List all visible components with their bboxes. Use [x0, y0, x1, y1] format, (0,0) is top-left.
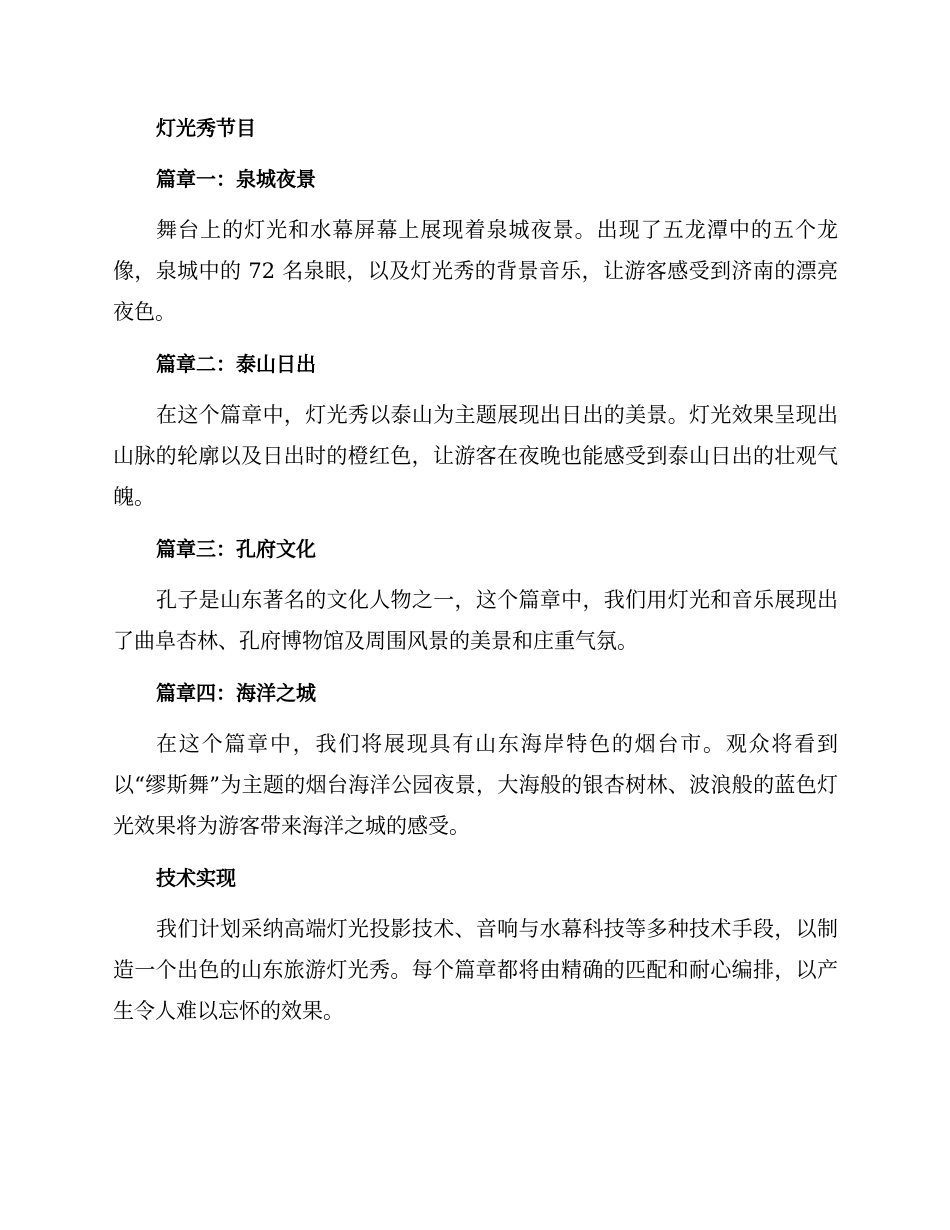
section-body-1: 舞台上的灯光和水幕屏幕上展现着泉城夜景。出现了五龙潭中的五个龙像，泉城中的 72 名泉眼，以及灯光秀的背景音乐，让游客感受到济南的漂亮夜色。 — [113, 218, 838, 324]
section-heading-4: 篇章四：海洋之城 — [156, 681, 316, 705]
section-body-3: 孔子是山东著名的文化人物之一，这个篇章中，我们用灯光和音乐展现出了曲阜杏林、孔府博物馆及周围风景的美景和庄重气氛。 — [113, 588, 838, 653]
section-heading-3: 篇章三：孔府文化 — [156, 537, 316, 561]
document-content — [113, 108, 838, 1043]
section-heading-5: 技术实现 — [156, 866, 236, 890]
section-heading-2: 篇章二：泰山日出 — [156, 352, 316, 376]
section-body-4: 在这个篇章中，我们将展现具有山东海岸特色的烟台市。观众将看到以“缪斯舞”为主题的烟台海洋公园夜景，大海般的银杏树林、波浪般的蓝色灯光效果将为游客带来海洋之城的感受。 — [113, 732, 838, 838]
document-title: 灯光秀节目 — [156, 116, 256, 140]
section-body-2: 在这个篇章中，灯光秀以泰山为主题展现出日出的美景。灯光效果呈现出山脉的轮廓以及日出时的橙红色，让游客在夜晚也能感受到泰山日出的壮观气魄。 — [113, 403, 838, 509]
section-heading-1: 篇章一：泉城夜景 — [156, 167, 316, 191]
section-body-5: 我们计划采纳高端灯光投影技术、音响与水幕科技等多种技术手段，以制造一个出色的山东旅游灯光秀。每个篇章都将由精确的匹配和耐心编排，以产生令人难以忘怀的效果。 — [113, 917, 838, 1023]
